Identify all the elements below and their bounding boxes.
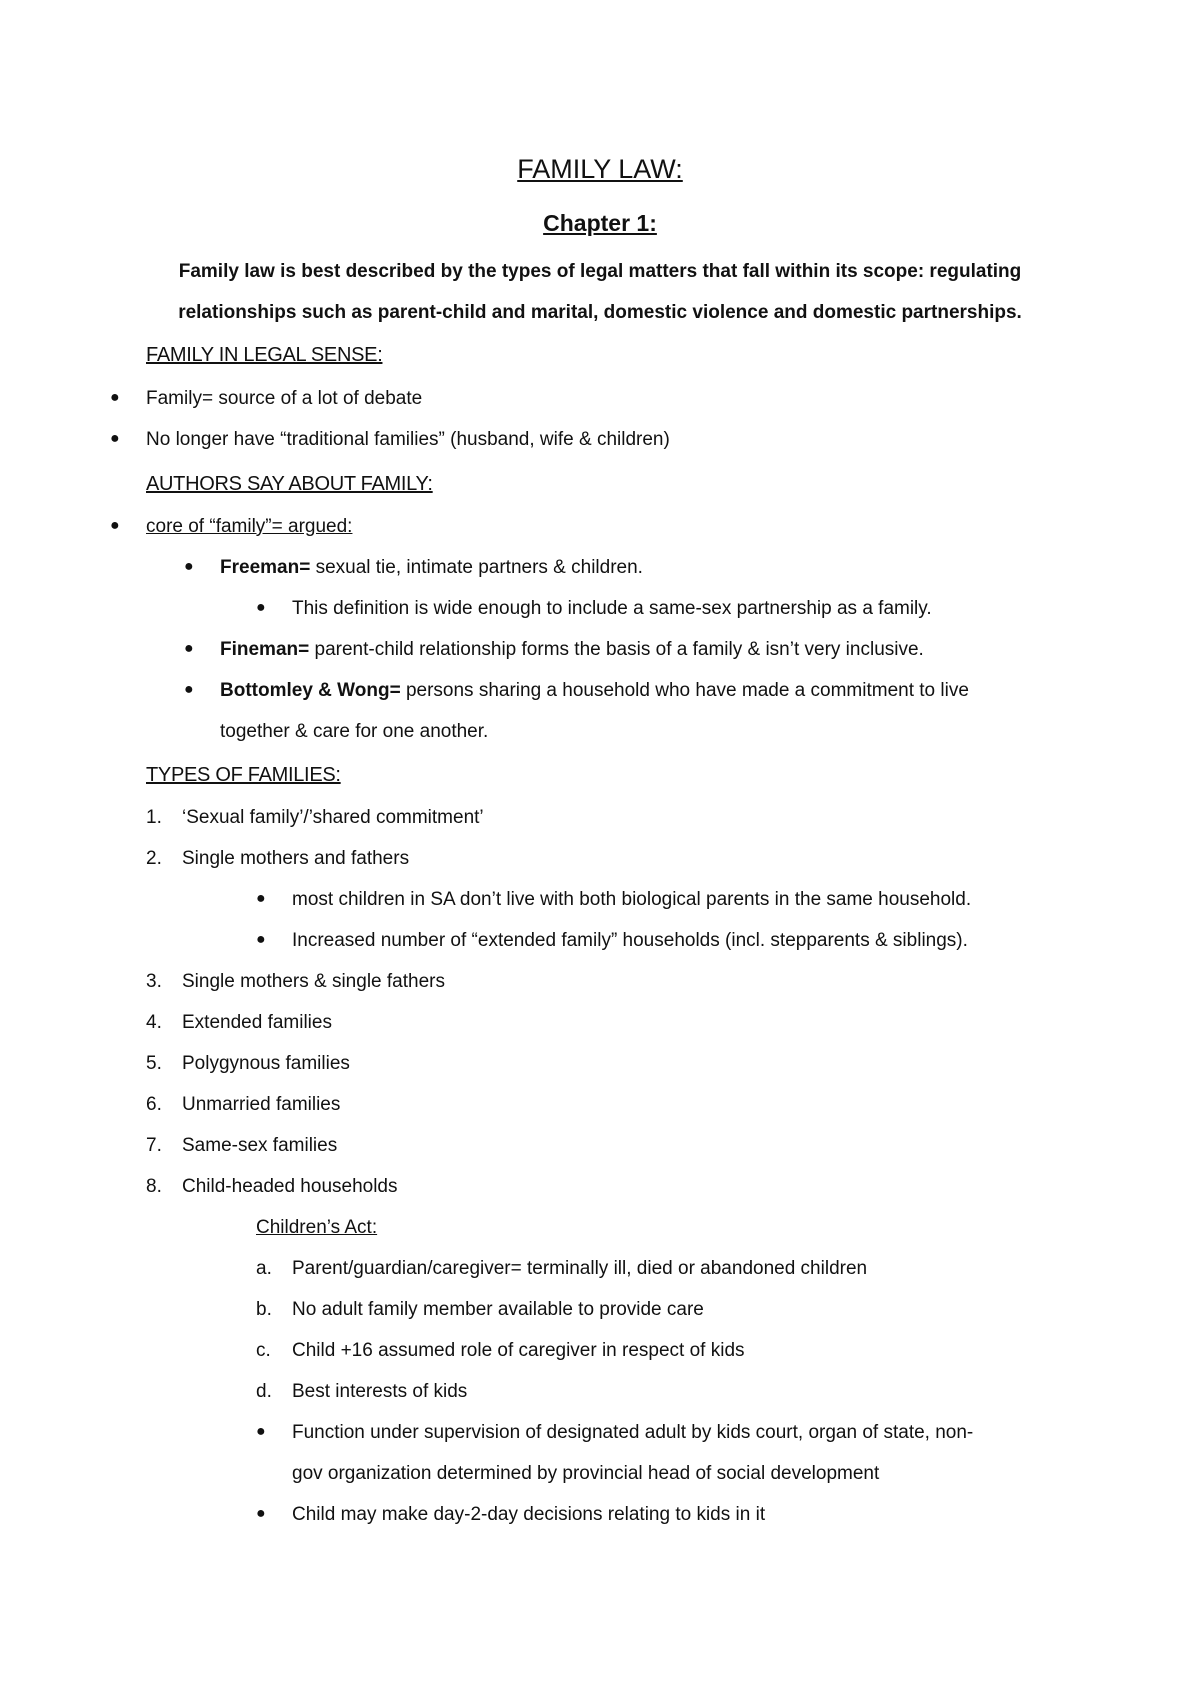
bullet-icon: ●	[184, 640, 194, 657]
list-item: Polygynous families	[182, 1053, 350, 1074]
bullet-icon: ●	[256, 890, 266, 907]
author-name: Fineman=	[220, 639, 310, 660]
bullet-icon: ●	[256, 599, 266, 616]
list-item: No adult family member available to provide care	[292, 1299, 704, 1320]
list-letter: c.	[256, 1340, 271, 1361]
author-name: Bottomley & Wong=	[220, 680, 401, 701]
list-letter: d.	[256, 1381, 272, 1402]
list-item: Best interests of kids	[292, 1381, 468, 1402]
section-heading-authors: AUTHORS SAY ABOUT FAMILY:	[146, 473, 433, 495]
bullet-icon: ●	[256, 1505, 266, 1522]
list-item: Same-sex families	[182, 1135, 338, 1156]
list-item: ‘Sexual family’/’shared commitment’	[182, 807, 484, 828]
list-item: Child +16 assumed role of caregiver in respect of kids	[292, 1340, 745, 1361]
childrens-act-heading: Children’s Act:	[256, 1217, 378, 1238]
list-subitem: most children in SA don’t live with both biological parents in the same household.	[292, 889, 972, 910]
section-heading-legal-sense: FAMILY IN LEGAL SENSE:	[146, 344, 383, 366]
intro-line-2: relationships such as parent-child and marital, domestic violence and domestic partnerships.	[178, 302, 1022, 323]
author-freeman	[220, 558, 643, 577]
list-item: No longer have “traditional families” (husband, wife & children)	[146, 429, 670, 450]
core-family-item: core of “family”= argued:	[146, 516, 353, 537]
list-item: Family= source of a lot of debate	[146, 388, 423, 409]
list-number: 1.	[146, 807, 162, 828]
author-fineman	[220, 640, 924, 659]
list-number: 8.	[146, 1176, 162, 1197]
bullet-icon: ●	[110, 517, 120, 534]
list-letter: a.	[256, 1258, 272, 1279]
author-text: sexual tie, intimate partners & children.	[310, 557, 643, 578]
author-bottomley-wong	[220, 681, 969, 700]
list-number: 2.	[146, 848, 162, 869]
list-letter: b.	[256, 1299, 272, 1320]
list-item: Extended families	[182, 1012, 332, 1033]
list-subitem: Function under supervision of designated adult by kids court, organ of state, non-	[292, 1422, 974, 1443]
bullet-icon: ●	[256, 931, 266, 948]
page-title: FAMILY LAW:	[517, 154, 683, 184]
list-number: 5.	[146, 1053, 162, 1074]
list-number: 4.	[146, 1012, 162, 1033]
list-number: 6.	[146, 1094, 162, 1115]
intro-line-1: Family law is best described by the types of legal matters that fall within its scope: regulating	[178, 261, 1022, 282]
bullet-icon: ●	[184, 558, 194, 575]
list-number: 3.	[146, 971, 162, 992]
author-text-continued: together & care for one another.	[220, 721, 489, 742]
list-subitem-continued: gov organization determined by provincial head of social development	[292, 1463, 880, 1484]
list-item: Parent/guardian/caregiver= terminally ill, died or abandoned children	[292, 1258, 868, 1279]
author-name: Freeman=	[220, 557, 311, 578]
freeman-note: This definition is wide enough to include a same-sex partnership as a family.	[292, 598, 932, 619]
list-subitem: Increased number of “extended family” households (incl. stepparents & siblings).	[292, 930, 968, 951]
bullet-icon: ●	[110, 430, 120, 447]
list-item: Child-headed households	[182, 1176, 398, 1197]
list-item: Single mothers & single fathers	[182, 971, 445, 992]
author-text: parent-child relationship forms the basis of a family & isn’t very inclusive.	[309, 639, 924, 660]
chapter-heading: Chapter 1:	[543, 210, 657, 236]
bullet-icon: ●	[110, 389, 120, 406]
author-text: persons sharing a household who have made a commitment to live	[400, 680, 969, 701]
list-subitem: Child may make day-2-day decisions relating to kids in it	[292, 1504, 766, 1525]
list-item: Single mothers and fathers	[182, 848, 410, 869]
bullet-icon: ●	[184, 681, 194, 698]
section-heading-types: TYPES OF FAMILIES:	[146, 764, 341, 786]
list-number: 7.	[146, 1135, 162, 1156]
bullet-icon: ●	[256, 1423, 266, 1440]
list-item: Unmarried families	[182, 1094, 341, 1115]
